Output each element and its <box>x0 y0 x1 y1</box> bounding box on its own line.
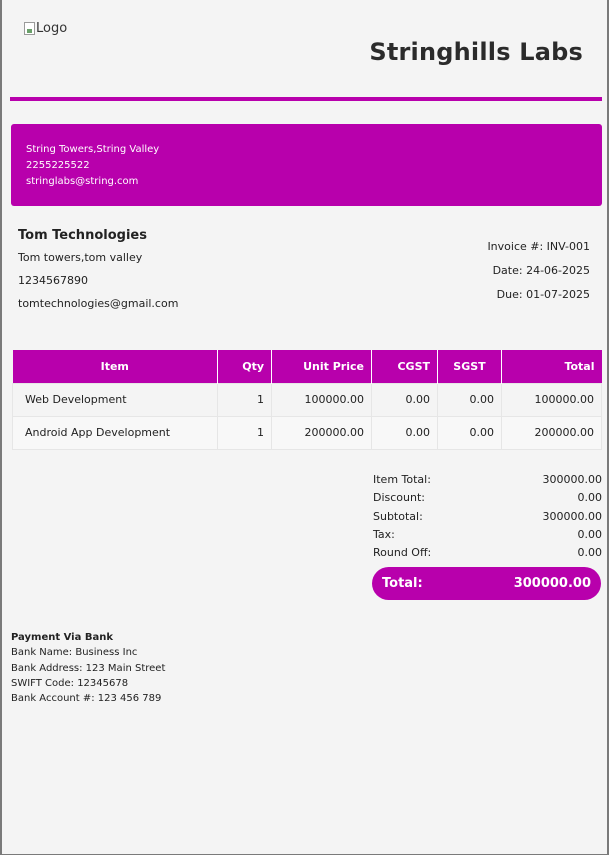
column-header-unit-price: Unit Price <box>272 350 372 383</box>
client-address: Tom towers,tom valley <box>18 251 143 264</box>
client-phone: 1234567890 <box>18 274 88 287</box>
company-logo <box>24 21 67 36</box>
invoice-due-date: Due: 01-07-2025 <box>496 288 590 301</box>
company-address: String Towers,String Valley <box>26 144 160 155</box>
payment-details <box>11 630 165 706</box>
discount-label: Discount: <box>373 491 425 505</box>
cell-qty: 1 <box>218 416 272 449</box>
bank-account: Bank Account #: 123 456 789 <box>11 693 162 705</box>
subtotal-value: 300000.00 <box>542 509 602 523</box>
summary-row-tax <box>373 527 602 545</box>
invoice-meta <box>487 240 590 312</box>
column-header-qty: Qty <box>218 350 272 383</box>
cell-sgst: 0.00 <box>438 383 502 416</box>
line-items-table <box>12 350 602 450</box>
bank-address: Bank Address: 123 Main Street <box>11 662 166 674</box>
invoice-number: Invoice #: INV-001 <box>487 240 590 253</box>
company-phone: 2255225522 <box>26 160 90 171</box>
cell-unit-price: 100000.00 <box>272 383 372 416</box>
column-header-total: Total <box>502 350 602 383</box>
company-name: Stringhills Labs <box>369 38 583 66</box>
company-address-block <box>11 124 602 206</box>
bill-to-block <box>18 228 178 320</box>
column-header-cgst: CGST <box>372 350 438 383</box>
cell-sgst: 0.00 <box>438 416 502 449</box>
summary-row-round-off <box>373 545 602 563</box>
cell-item: Android App Development <box>13 416 218 449</box>
summary-row-item-total <box>373 472 602 490</box>
totals-summary <box>373 472 602 563</box>
subtotal-label: Subtotal: <box>373 509 423 523</box>
item-total-label: Item Total: <box>373 473 431 486</box>
round-off-value: 0.00 <box>577 546 602 560</box>
summary-row-subtotal <box>373 509 602 527</box>
cell-item: Web Development <box>13 383 218 416</box>
round-off-label: Round Off: <box>373 546 432 560</box>
table-row <box>13 383 602 416</box>
company-email: stringlabs@string.com <box>26 176 139 187</box>
swift-code: SWIFT Code: 12345678 <box>11 677 129 689</box>
summary-row-discount <box>373 490 602 508</box>
bank-name: Bank Name: Business Inc <box>11 647 138 659</box>
grand-total-badge <box>372 567 601 600</box>
logo-alt-text: Logo <box>36 21 68 36</box>
cell-cgst: 0.00 <box>372 416 438 449</box>
tax-value: 0.00 <box>577 527 602 541</box>
broken-image-icon <box>24 22 35 35</box>
item-total-value: 300000.00 <box>542 473 602 486</box>
client-name: Tom Technologies <box>18 228 147 243</box>
cell-total: 200000.00 <box>502 416 602 449</box>
column-header-sgst: SGST <box>438 350 502 383</box>
payment-title: Payment Via Bank <box>11 632 113 643</box>
client-email: tomtechnologies@gmail.com <box>18 297 179 310</box>
tax-label: Tax: <box>373 527 395 541</box>
table-header-row <box>13 350 602 383</box>
invoice-date: Date: 24-06-2025 <box>492 264 590 277</box>
cell-total: 100000.00 <box>502 383 602 416</box>
header-divider <box>10 97 602 101</box>
discount-value: 0.00 <box>577 491 602 505</box>
cell-cgst: 0.00 <box>372 383 438 416</box>
column-header-item: Item <box>13 350 218 383</box>
cell-qty: 1 <box>218 383 272 416</box>
cell-unit-price: 200000.00 <box>272 416 372 449</box>
table-row <box>13 416 602 449</box>
grand-total-value: 300000.00 <box>513 576 591 591</box>
grand-total-label: Total: <box>382 576 423 591</box>
